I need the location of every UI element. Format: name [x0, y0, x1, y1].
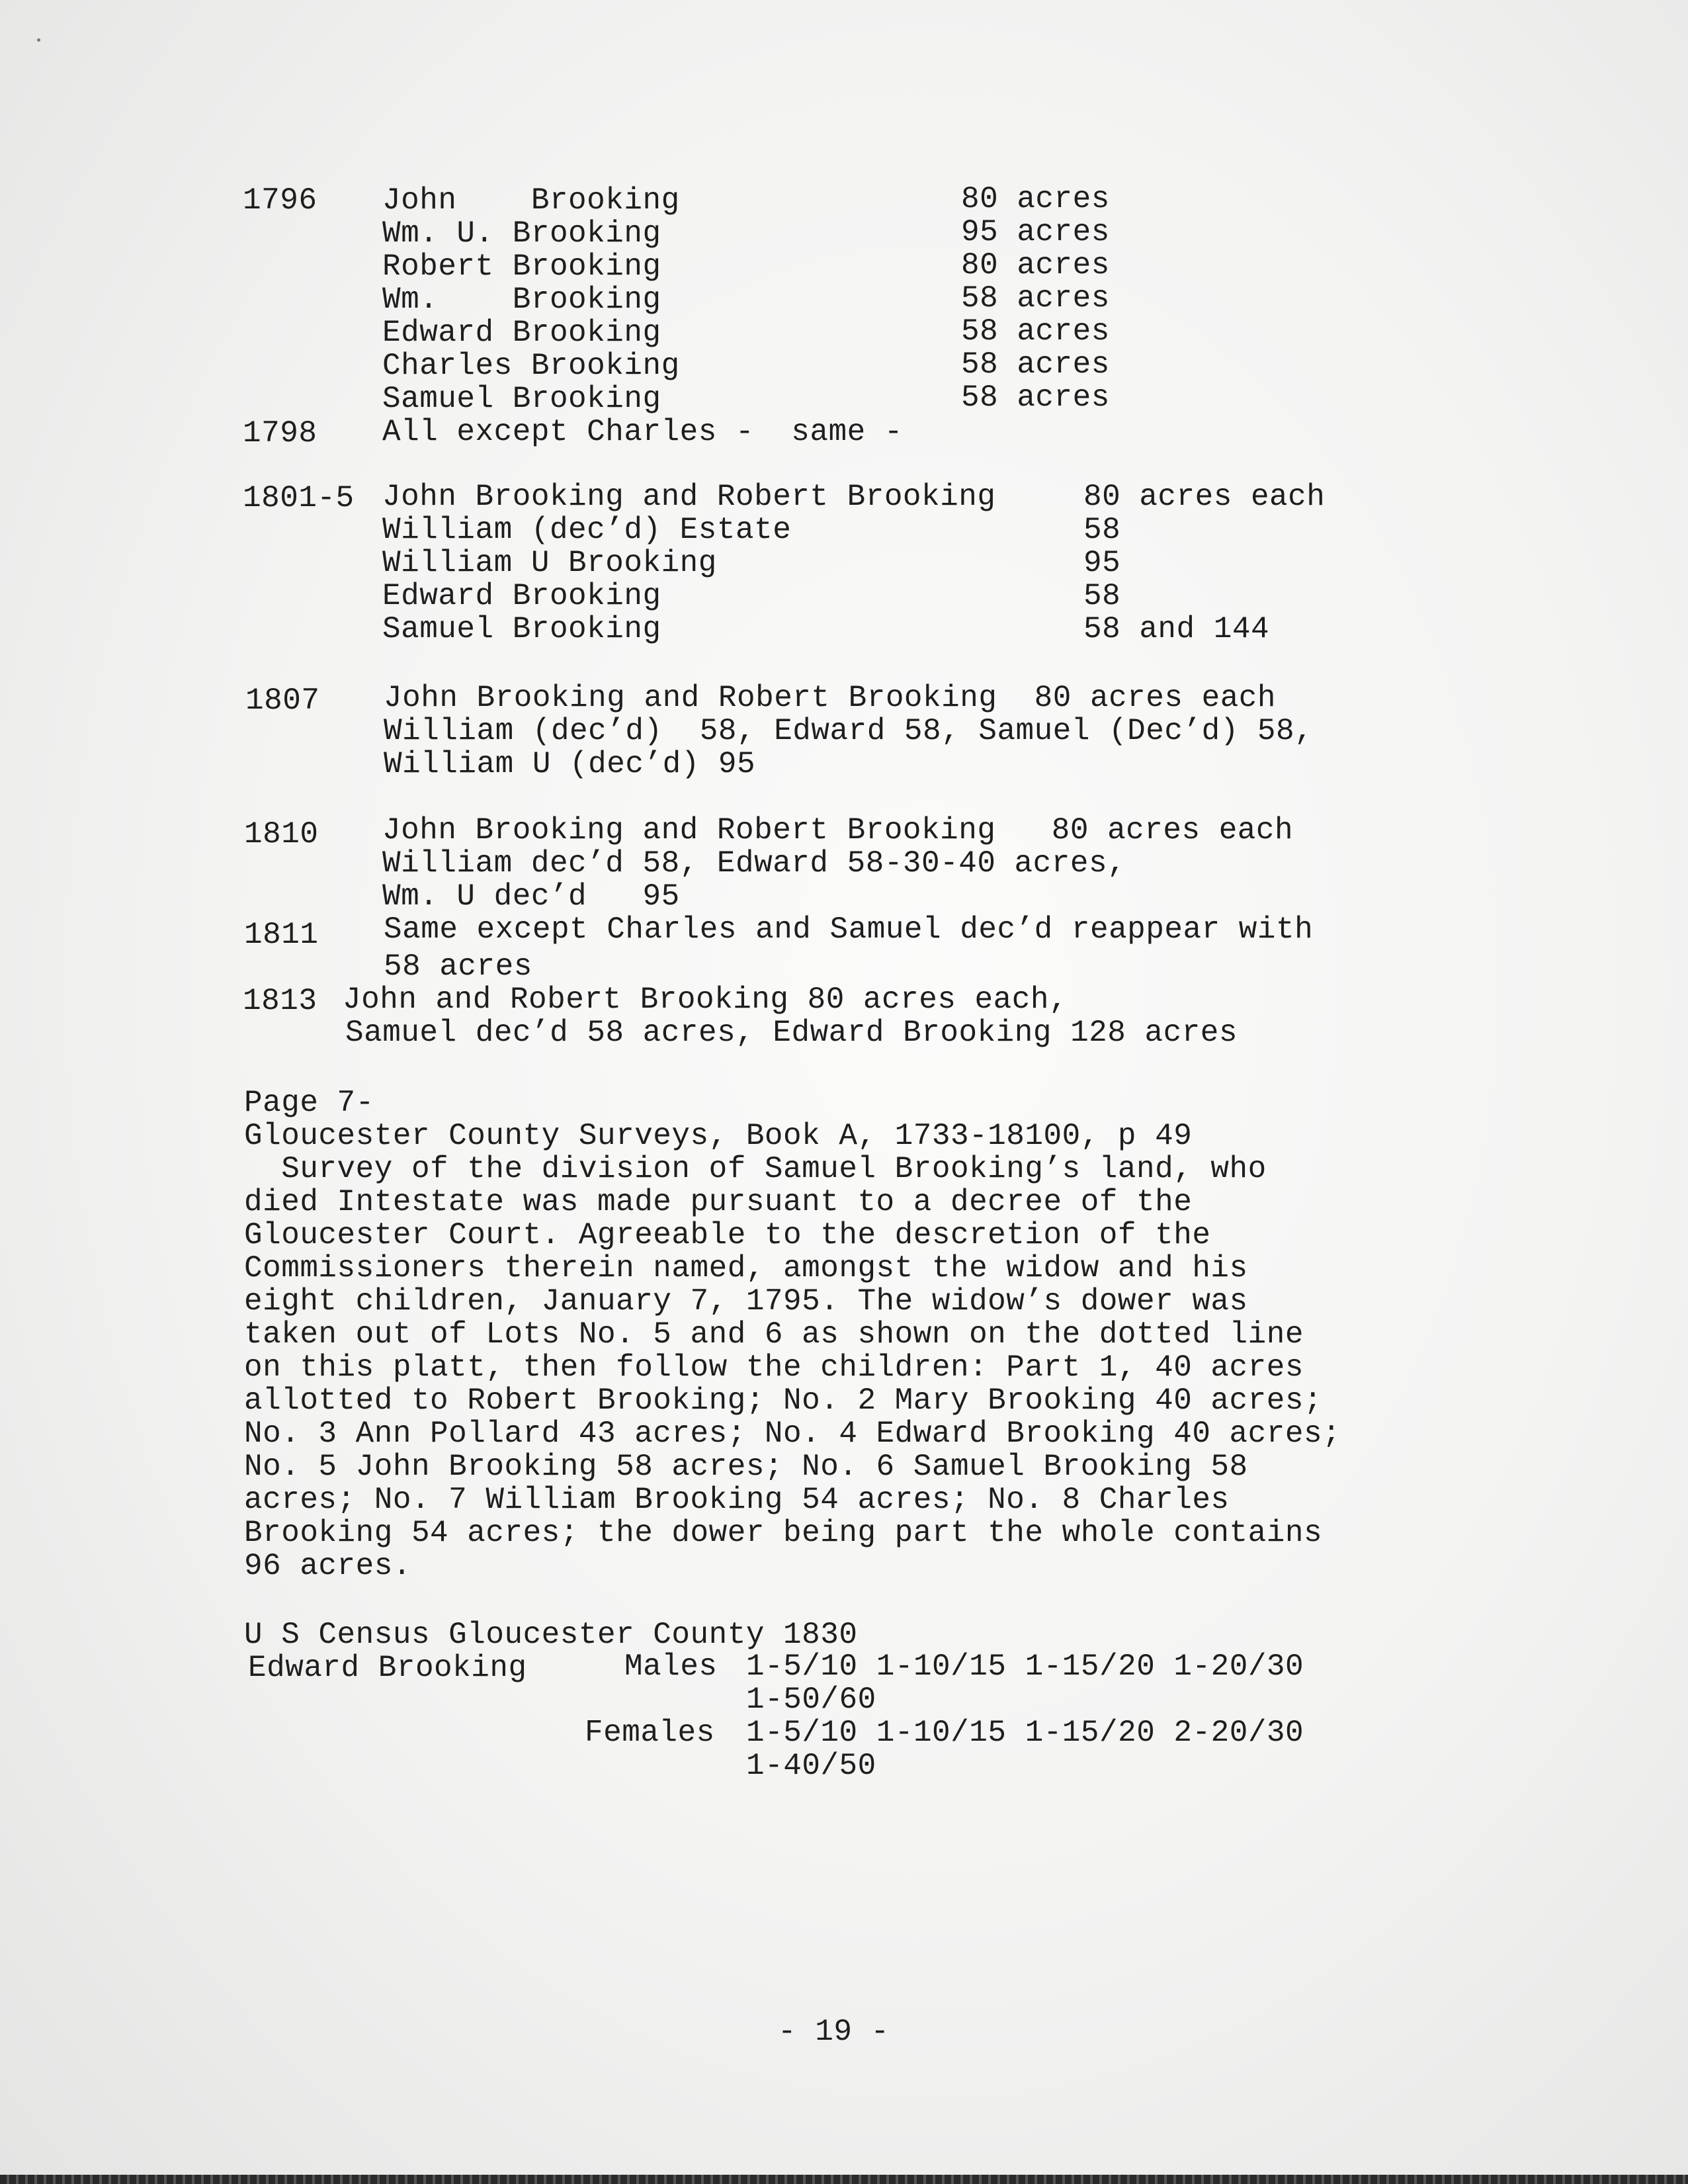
name-line: John Brooking and Robert Brooking — [382, 480, 996, 514]
survey-text-line: Survey of the division of Samuel Brooking’s land, who — [244, 1152, 1267, 1186]
survey-text-line: Commissioners therein named, amongst the widow and his — [244, 1251, 1248, 1286]
survey-text-line: acres; No. 7 William Brooking 54 acres; No. 8 Charles — [244, 1483, 1230, 1517]
acres-value: 80 acres — [961, 248, 1110, 283]
entry-line: 58 acres — [384, 949, 532, 984]
survey-text-line: Brooking 54 acres; the dower being part the whole contains — [244, 1516, 1323, 1550]
page-number: - 19 - — [778, 2015, 890, 2049]
survey-text-line: on this platt, then follow the children: Part 1, 40 acres — [244, 1350, 1304, 1385]
entry-line: Same except Charles and Samuel dec’d reappear with — [384, 912, 1314, 947]
entry-line: Samuel dec’d 58 acres, Edward Brooking 128 acres — [345, 1016, 1238, 1050]
year-1807: 1807 — [245, 683, 320, 718]
page-reference: Page 7- — [244, 1086, 374, 1120]
year-1813: 1813 — [243, 984, 317, 1018]
survey-text-line: allotted to Robert Brooking; No. 2 Mary Brooking 40 acres; — [244, 1383, 1323, 1418]
survey-text-line: No. 5 John Brooking 58 acres; No. 6 Samuel Brooking 58 — [244, 1450, 1248, 1484]
name-line: William (dec’d) Estate — [382, 513, 792, 547]
year-1798: 1798 — [243, 416, 317, 451]
census-title: U S Census Gloucester County 1830 — [244, 1618, 858, 1652]
name-line: Edward Brooking — [382, 316, 661, 350]
name-line: William U Brooking — [382, 546, 717, 580]
name-line: Wm. U. Brooking — [382, 216, 661, 251]
survey-text-line: died Intestate was made pursuant to a decree of the — [244, 1185, 1193, 1219]
scan-edge — [0, 2175, 1688, 2184]
acres-value: 58 — [1083, 579, 1121, 613]
survey-text-line: Gloucester Court. Agreeable to the descretion of the — [244, 1218, 1211, 1252]
year-1811: 1811 — [244, 918, 319, 952]
survey-text-line: eight children, January 7, 1795. The widow’s dower was — [244, 1284, 1248, 1319]
acres-value: 58 acres — [961, 380, 1110, 415]
acres-value: 58 and 144 — [1083, 612, 1270, 646]
entry-line: William (dec’d) 58, Edward 58, Samuel (Dec’d) 58, — [384, 714, 1314, 748]
entry-line: John Brooking and Robert Brooking 80 acres each — [384, 681, 1277, 715]
year-1801: 1801-5 — [243, 481, 355, 515]
acres-value: 58 acres — [961, 281, 1110, 316]
acres-value: 80 acres each — [1083, 480, 1326, 514]
census-females-label: Females — [585, 1716, 715, 1750]
census-females-line: 1-5/10 1-10/15 1-15/20 2-20/30 — [746, 1716, 1304, 1750]
acres-value: 95 — [1083, 546, 1121, 580]
census-females-line: 1-40/50 — [746, 1749, 876, 1783]
acres-value: 58 acres — [961, 314, 1110, 349]
survey-text-line: No. 3 Ann Pollard 43 acres; No. 4 Edward Brooking 40 acres; — [244, 1417, 1341, 1451]
name-line: Edward Brooking — [382, 579, 661, 613]
entry-line: Wm. U dec’d 95 — [382, 879, 680, 914]
acres-value: 80 acres — [961, 182, 1110, 216]
name-line: Samuel Brooking — [382, 612, 661, 646]
census-name: Edward Brooking — [248, 1651, 527, 1685]
year-1796: 1796 — [243, 183, 317, 218]
acres-value: 58 acres — [961, 347, 1110, 382]
acres-value: 95 acres — [961, 215, 1110, 249]
census-males-line: 1-5/10 1-10/15 1-15/20 1-20/30 — [746, 1649, 1304, 1684]
census-males-label: Males — [624, 1649, 718, 1684]
name-line: Samuel Brooking — [382, 382, 661, 416]
entry-line: William U (dec’d) 95 — [384, 747, 756, 781]
name-line: John Brooking — [382, 183, 680, 218]
entry-line: All except Charles - same - — [382, 415, 903, 449]
year-1810: 1810 — [244, 817, 319, 852]
name-line: Charles Brooking — [382, 349, 680, 383]
speck-mark — [37, 38, 40, 42]
survey-text-line: taken out of Lots No. 5 and 6 as shown on the dotted line — [244, 1317, 1304, 1352]
acres-value: 58 — [1083, 513, 1121, 547]
survey-text-line: 96 acres. — [244, 1549, 411, 1583]
entry-line: William dec’d 58, Edward 58-30-40 acres, — [382, 846, 1126, 881]
entry-line: John and Robert Brooking 80 acres each, — [343, 983, 1068, 1017]
census-males-line: 1-50/60 — [746, 1682, 876, 1717]
name-line: Wm. Brooking — [382, 283, 661, 317]
name-line: Robert Brooking — [382, 249, 661, 284]
survey-source: Gloucester County Surveys, Book A, 1733-18100, p 49 — [244, 1119, 1193, 1153]
entry-line: John Brooking and Robert Brooking 80 acres each — [382, 813, 1294, 848]
